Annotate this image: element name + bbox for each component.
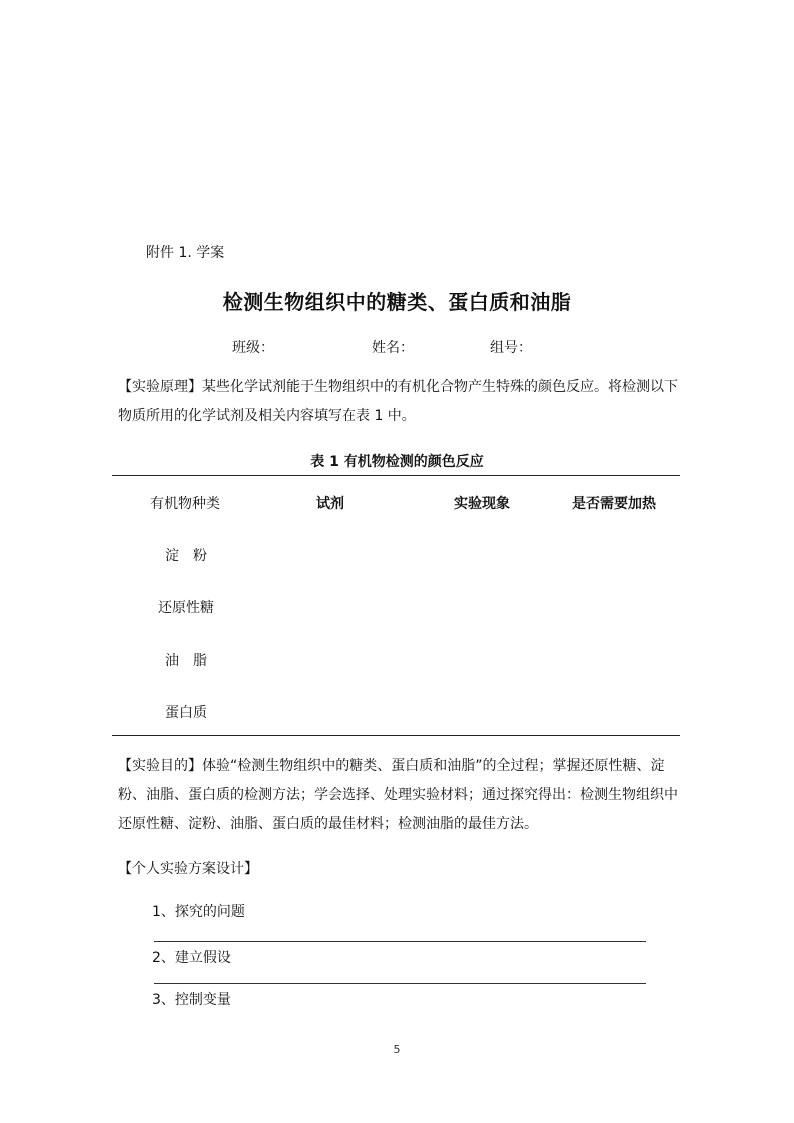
design-heading: 【个人实验方案设计】 bbox=[118, 861, 258, 877]
design-item-hypothesis: 2、建立假设 bbox=[152, 950, 231, 966]
table-row-starch: 淀 粉 bbox=[165, 548, 207, 564]
objective-heading: 【实验目的】 bbox=[118, 758, 202, 774]
design-item-question: 1、探究的问题 bbox=[152, 904, 245, 920]
class-field-label: 班级： bbox=[232, 340, 274, 356]
principle-text: 某些化学试剂能于生物组织中的有机化合物产生特殊的颜色反应。将检测以下物质所用的化学试剂及相关内容填写在表 1 中。 bbox=[118, 379, 678, 424]
principle-paragraph bbox=[118, 373, 683, 431]
name-field-label: 姓名： bbox=[372, 340, 414, 356]
principle-heading: 【实验原理】 bbox=[118, 379, 202, 395]
table-top-rule bbox=[112, 475, 680, 476]
table-bottom-rule bbox=[112, 735, 680, 736]
table-header-phenomenon: 实验现象 bbox=[454, 496, 510, 512]
attachment-label: 附件 1. 学案 bbox=[146, 245, 225, 261]
page-title: 检测生物组织中的糖类、蛋白质和油脂 bbox=[222, 290, 572, 314]
table-caption: 表 1 有机物检测的颜色反应 bbox=[310, 454, 484, 470]
table-row-fat: 油 脂 bbox=[165, 653, 207, 669]
page-number: 5 bbox=[393, 1043, 401, 1056]
table-header-type: 有机物种类 bbox=[150, 496, 220, 512]
answer-line-hypothesis[interactable] bbox=[154, 983, 646, 984]
table-header-heating: 是否需要加热 bbox=[572, 496, 656, 512]
design-item-variables: 3、控制变量 bbox=[152, 992, 231, 1008]
answer-line-question[interactable] bbox=[154, 941, 646, 942]
table-row-protein: 蛋白质 bbox=[165, 705, 207, 721]
objective-paragraph bbox=[118, 752, 683, 839]
table-header-reagent: 试剂 bbox=[316, 496, 344, 512]
objective-text: 体验“检测生物组织中的糖类、蛋白质和油脂”的全过程；掌握还原性糖、淀粉、油脂、蛋白质的检测方法；学会选择、处理实验材料；通过探究得出：检测生物组织中还原性糖、淀粉、油脂、蛋白质的最佳材料；检测油脂的最佳方法。 bbox=[118, 758, 678, 832]
group-field-label: 组号： bbox=[490, 340, 532, 356]
table-row-reducing-sugar: 还原性糖 bbox=[158, 600, 214, 616]
